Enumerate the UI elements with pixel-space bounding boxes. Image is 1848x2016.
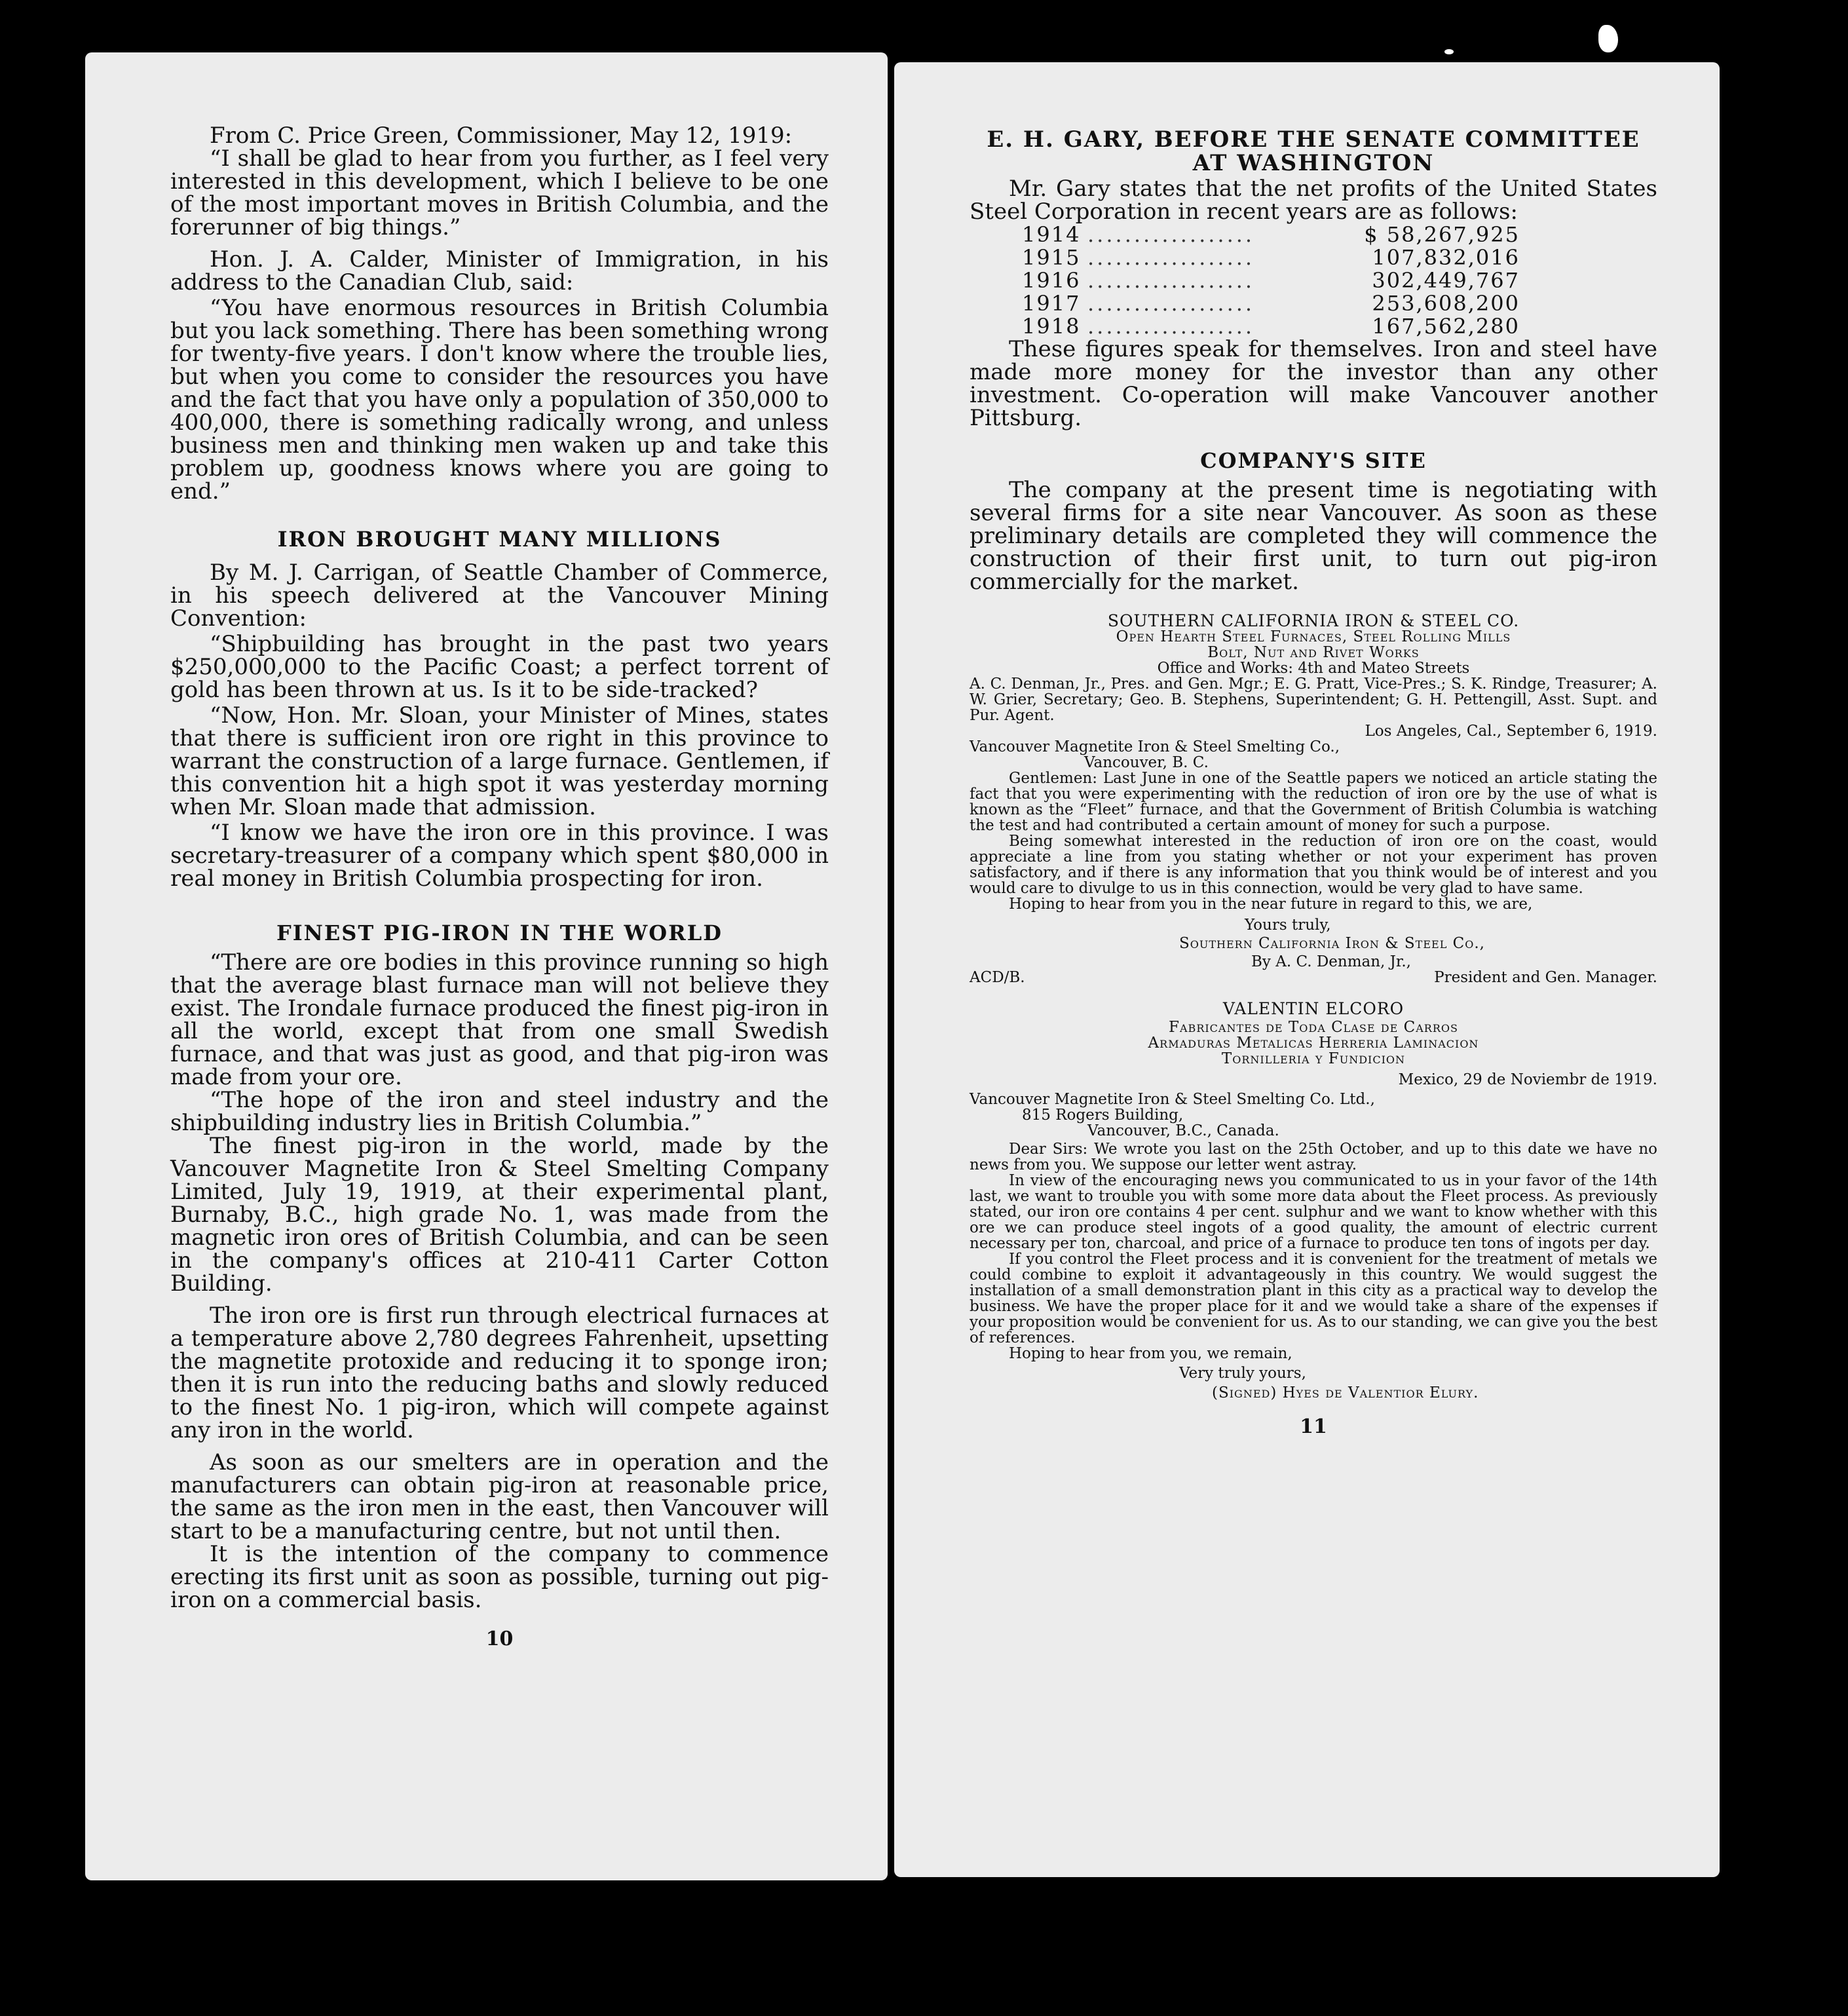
- corner-mark: [1598, 25, 1618, 52]
- table-row: [1022, 292, 1520, 315]
- process-paragraph: The iron ore is first run through electrical furnaces at a temperature above 2,780 degrees Fahrenheit, upsetting the magnetite protoxide and reducing it to sponge iron; then it is run into the reducing baths and slowly reduced to the finest No. 1 pig-iron, which will compete against any iron in the world.: [170, 1303, 829, 1443]
- gary-intro: Mr. Gary states that the net profits of the United States Steel Corporation in recent years are as follows:: [970, 176, 1657, 225]
- carrigan-quote-3: “I know we have the iron ore in this province. I was secretary-treasurer of a company which spent $80,000 in real money in British Columbia prospecting for iron.: [170, 820, 829, 892]
- smelters-paragraph: As soon as our smelters are in operation and the manufacturers can obtain pig-iron at reasonable price, the same as the iron men in the east, then Vancouver will start to be a manufacturing centre, but not until then.: [170, 1449, 829, 1544]
- table-row: [1022, 246, 1520, 269]
- profits-table: [1022, 223, 1520, 338]
- profit-year: 1914: [1022, 222, 1081, 247]
- letter2-line2: Armaduras Metalicas Herreria Laminacion: [1148, 1035, 1479, 1052]
- letter-valentin-elcoro: [970, 1001, 1657, 1401]
- heading-gary-line2: AT WASHINGTON: [1192, 150, 1435, 176]
- dot-leader: ..................: [1087, 245, 1255, 270]
- letter1-body3: Hoping to hear from you in the near future in regard to this, we are,: [1009, 896, 1533, 913]
- calder-quote: “You have enormous resources in British Columbia but you lack something. There has been something wrong for twenty-five years. I don't know where the trouble lies, but when you come to consider the resources you have and the fact that you have only a population of 350,000 to 400,000, there is something radically wrong, and unless business men and thinking men waken up and take this problem up, goodness knows where you are going to end.”: [170, 295, 829, 504]
- letter1-addressee1: Vancouver Magnetite Iron & Steel Smelting Co.,: [970, 738, 1340, 755]
- table-row: [1022, 315, 1520, 338]
- letter1-initials: ACD/B.: [970, 969, 1025, 986]
- calder-intro: Hon. J. A. Calder, Minister of Immigration, in his address to the Canadian Club, said:: [170, 246, 829, 295]
- right-page: [894, 62, 1720, 1877]
- vancouver-magnetite-paragraph: The finest pig-iron in the world, made by the Vancouver Magnetite Iron & Steel Smelting Company Limited, July 19, 1919, at their experimental plant, Burnaby, B.C., high grade No. 1, was made from the magnetic iron ores of British Columbia, and can be seen in the company's offices at 210-411 Carter Cotton Building.: [170, 1133, 829, 1297]
- company-site-text: The company at the present time is negotiating with several firms for a site near Vancouver. As soon as these preliminary details are completed they will commence the construction of their first unit, to turn out pig-iron commercially for the market.: [970, 477, 1657, 595]
- profit-amount: $ 58,267,925: [1364, 222, 1520, 247]
- hope-paragraph: “The hope of the iron and steel industry and the shipbuilding industry lies in British Columbia.”: [170, 1087, 829, 1136]
- letter2-date: Mexico, 29 de Noviembr de 1919.: [1398, 1071, 1657, 1088]
- letter1-line2: Bolt, Nut and Rivet Works: [1207, 644, 1420, 661]
- letter2-line1: Fabricantes de Toda Clase de Carros: [1169, 1019, 1458, 1036]
- heading-finest-pig-iron: FINEST PIG-IRON IN THE WORLD: [276, 921, 723, 945]
- letter2-company: VALENTIN ELCORO: [1222, 999, 1405, 1018]
- profit-amount: 167,562,280: [1372, 314, 1520, 339]
- profit-amount: 107,832,016: [1372, 245, 1520, 270]
- letter1-closing: Yours truly,: [1245, 917, 1331, 934]
- profit-year: 1917: [1022, 291, 1081, 316]
- corner-speck: [1444, 49, 1454, 54]
- dot-leader: ..................: [1087, 222, 1255, 247]
- letter2-body3: If you control the Fleet process and it is convenient for the treatment of metals we could combine to exploit it advantageously in this country. We would suggest the installation of a small demonstration plant in this city as a practical way to develop the business. We have the proper place for it and we would take a share of the expenses if your proposition would be convenient for us. As to our standing, we can give you the best of references.: [970, 1251, 1657, 1346]
- profit-amount: 302,449,767: [1372, 268, 1520, 293]
- green-quote: “I shall be glad to hear from you further, as I feel very interested in this development, which I believe to be one of the most important moves in British Columbia, and the forerunner of big things.”: [170, 145, 829, 240]
- letter1-body2: Being somewhat interested in the reduction of iron ore on the coast, would appreciate a line from you stating whether or not your experiment has proven satisfactory, and if there is any information that you think would be of interest and you would care to divulge to us in this connection, would be very glad to have same.: [970, 833, 1657, 897]
- letter1-date: Los Angeles, Cal., September 6, 1919.: [1365, 723, 1657, 740]
- letter2-body1: Dear Sirs: We wrote you last on the 25th October, and up to this date we have no news from you. We suppose our letter went astray.: [970, 1141, 1657, 1173]
- table-row: [1022, 269, 1520, 292]
- letter-southern-california: [970, 613, 1657, 985]
- letter2-addressee2: 815 Rogers Building,: [1022, 1107, 1184, 1124]
- ore-bodies-paragraph: “There are ore bodies in this province running so high that the average blast furnace man will not believe they exist. The Irondale furnace produced the finest pig-iron in all the world, except that from one small Swedish furnace, and that was just as good, and that pig-iron was made from your ore.: [170, 949, 829, 1090]
- left-page: [85, 52, 888, 1880]
- letter2-signed: (Signed) Hyes de Valentior Elury.: [1212, 1384, 1479, 1401]
- letter2-line3: Tornilleria y Fundicion: [1221, 1050, 1406, 1067]
- dot-leader: ..................: [1087, 314, 1255, 339]
- letter1-officers: A. C. Denman, Jr., Pres. and Gen. Mgr.; E. G. Pratt, Vice-Pres.; S. K. Rindge, Treasurer; A. W. Grier, Secretary; Geo. B. Stephens, Superintendent; G. H. Pettengill, Asst. Supt. and Pur. Agent.: [970, 675, 1657, 724]
- letter2-body4: Hoping to hear from you, we remain,: [1009, 1345, 1292, 1362]
- carrigan-intro: By M. J. Carrigan, of Seattle Chamber of Commerce, in his speech delivered at the Vancouver Mining Convention:: [170, 560, 829, 632]
- letter1-line1: Open Hearth Steel Furnaces, Steel Rolling Mills: [1116, 628, 1511, 645]
- letter1-company: SOUTHERN CALIFORNIA IRON & STEEL CO.: [1107, 611, 1520, 630]
- page-number-right: 11: [1300, 1415, 1327, 1438]
- table-row: [1022, 223, 1520, 246]
- letter1-signature-row: [970, 970, 1657, 985]
- letter1-body1: Gentlemen: Last June in one of the Seattle papers we noticed an article stating the fact that you were experimenting with the reduction of iron ore by the use of what is known as the “Fleet” furnace, and that the Government of British Columbia is watching the test and had contributed a certain amount of money for such a purpose.: [970, 770, 1657, 834]
- letter1-addressee2: Vancouver, B. C.: [1084, 754, 1209, 771]
- profit-year: 1916: [1022, 268, 1081, 293]
- carrigan-quote-2: “Now, Hon. Mr. Sloan, your Minister of Mines, states that there is sufficient iron ore right in this province to warrant the construction of a large furnace. Gentlemen, if this convention hit a high spot it was yesterday morning when Mr. Sloan made that admission.: [170, 702, 829, 820]
- letter1-signature-company: Southern California Iron & Steel Co.,: [1179, 935, 1485, 952]
- profit-year: 1915: [1022, 245, 1081, 270]
- profit-amount: 253,608,200: [1372, 291, 1520, 316]
- heading-gary-line1: E. H. GARY, BEFORE THE SENATE COMMITTEE: [987, 126, 1640, 153]
- letter2-body2: In view of the encouraging news you communicated to us in your favor of the 14th last, we want to trouble you with some more data about the Fleet process. As previously stated, our iron ore contains 4 per cent. sulphur and we want to know whether with this ore we can produce steel ingots of a good quality, the amount of electric current necessary per ton, charcoal, and price of a furnace to produce ten tons of ingots per day.: [970, 1172, 1657, 1252]
- letter1-office: Office and Works: 4th and Mateo Streets: [1157, 660, 1470, 677]
- carrigan-quote-1: “Shipbuilding has brought in the past two years $250,000,000 to the Pacific Coast; a perfect torrent of gold has been thrown at us. Is it to be side-tracked?: [170, 631, 829, 703]
- heading-company-site: COMPANY'S SITE: [1200, 448, 1427, 473]
- gary-conclusion: These figures speak for themselves. Iron and steel have made more money for the investor than any other investment. Co-operation will make Vancouver another Pittsburg.: [970, 336, 1657, 431]
- dot-leader: ..................: [1087, 268, 1255, 293]
- dot-leader: ..................: [1087, 291, 1255, 316]
- letter2-addressee1: Vancouver Magnetite Iron & Steel Smelting Co. Ltd.,: [970, 1091, 1375, 1108]
- green-quote-heading: From C. Price Green, Commissioner, May 12, 1919:: [210, 123, 793, 149]
- letter1-signature-title: President and Gen. Manager.: [1434, 969, 1657, 986]
- page-number-left: 10: [485, 1627, 514, 1650]
- profit-year: 1918: [1022, 314, 1081, 339]
- heading-iron-brought-millions: IRON BROUGHT MANY MILLIONS: [277, 527, 722, 552]
- letter2-closing: Very truly yours,: [1179, 1365, 1306, 1382]
- letter1-signature-by: By A. C. Denman, Jr.,: [1251, 953, 1411, 970]
- intention-paragraph: It is the intention of the company to commence erecting its first unit as soon as possible, turning out pig-iron on a commercial basis.: [170, 1541, 829, 1613]
- letter2-addressee3: Vancouver, B.C., Canada.: [1087, 1122, 1279, 1139]
